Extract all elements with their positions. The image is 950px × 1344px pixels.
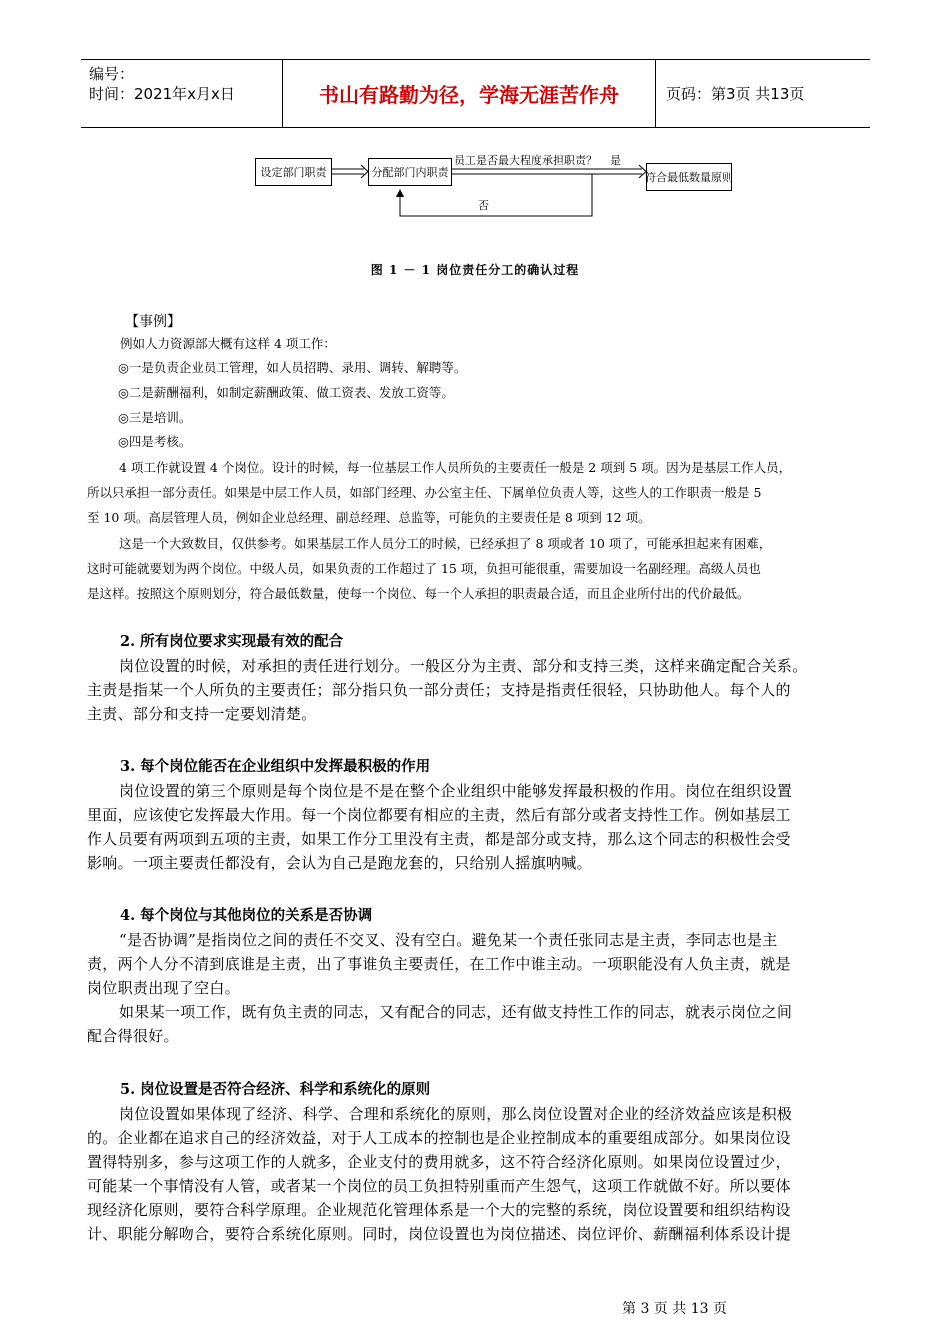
body-line: 影响。一项主要责任都没有，会认为自己是跑龙套的，只给别人摇旗呐喊。 bbox=[87, 854, 592, 872]
body-line: 里面，应该使它发挥最大作用。每一个岗位都要有相应的主责，然后有部分或者支持性工作。例如基层工 bbox=[87, 806, 791, 824]
body-line: 主责、部分和支持一定要划清楚。 bbox=[87, 705, 317, 723]
body-line: 作人员要有两项到五项的主责，如果工作分工里没有主责，都是部分或支持，那么这个同志的积极性会受 bbox=[87, 830, 791, 848]
time-label: 时间：2021年x月x日 bbox=[89, 85, 235, 103]
example-line: ◎二是薪酬福利，如制定薪酬政策、做工资表、发放工资等。 bbox=[118, 385, 454, 400]
body-line: 岗位设置的第三个原则是每个岗位是不是在整个企业组织中能够发挥最积极的作用。岗位在组织设置 bbox=[119, 782, 793, 800]
section-title: 2. 所有岗位要求实现最有效的配合 bbox=[120, 633, 344, 650]
body-line: 的。企业都在追求自己的经济效益，对于人工成本的控制也是企业控制成本的重要组成部分。如果岗位设 bbox=[87, 1129, 791, 1147]
flow-box-min-quantity: 符合最低数量原则 bbox=[646, 163, 732, 191]
body-line: 岗位设置的时候，对承担的责任进行划分。一般区分为主责、部分和支持三类，这样来确定配合关系。 bbox=[119, 657, 808, 675]
example-line: ◎三是培训。 bbox=[118, 410, 192, 425]
section-body bbox=[87, 779, 865, 875]
flow-question-label: 员工是否最大程度承担职责？ bbox=[454, 154, 597, 167]
body-line: 如果某一项工作，既有负主责的同志，又有配合的同志，还有做支持性工作的同志，就表示岗位之间 bbox=[119, 1003, 793, 1021]
header-motto: 书山有路勤为径，学海无涯苦作舟 bbox=[283, 60, 656, 127]
body-line: 岗位设置如果体现了经济、科学、合理和系统化的原则，那么岗位设置对企业的经济效益应该是积极 bbox=[119, 1105, 793, 1123]
body-line: 计、职能分解吻合，要符合系统化原则。同时，岗位设置也为岗位描述、岗位评价、薪酬福利体系设计提 bbox=[87, 1225, 791, 1243]
body-line: 责，两个人分不清到底谁是主责，出了事谁负主要责任，在工作中谁主动。一项职能没有人负主责，就是 bbox=[87, 955, 791, 973]
body-line: 可能某一个事情没有人管，或者某一个岗位的员工负担特别重而产生怨气，这项工作就做不好。所以要体 bbox=[87, 1177, 791, 1195]
example-paragraph-line: 这是一个大致数目，仅供参考。如果基层工作人员分工的时候，已经承担了 8 项或者 10 项了，可能承担起来有困难， bbox=[119, 536, 772, 551]
header-page-info: 页码：第3页 共13页 bbox=[666, 85, 805, 103]
page-footer: 第 3 页 共 13 页 bbox=[622, 1301, 727, 1317]
figure-caption: 图 1 － 1 岗位责任分工的确认过程 bbox=[370, 263, 580, 277]
body-line: 主责是指某一个人所负的主要责任；部分指只负一部分责任；支持是指责任很轻，只协助他人。每个人的 bbox=[87, 681, 791, 699]
section-body bbox=[87, 1102, 865, 1246]
example-line: ◎一是负责企业员工管理，如人员招聘、录用、调转、解聘等。 bbox=[118, 360, 467, 375]
section-title: 4. 每个岗位与其他岗位的关系是否协调 bbox=[120, 907, 373, 924]
body-line: “是否协调”是指岗位之间的责任不交叉、没有空白。避免某一个责任张同志是主责，李同志也是主 bbox=[119, 931, 778, 949]
section-title: 5. 岗位设置是否符合经济、科学和系统化的原则 bbox=[120, 1081, 431, 1098]
body-line: 配合得很好。 bbox=[87, 1027, 179, 1045]
flow-box-set-dept-duties: 设定部门职责 bbox=[255, 158, 332, 186]
example-paragraph-line: 至 10 项。高层管理人员，例如企业总经理、副总经理、总监等，可能负的主要责任是 8 项到 12 项。 bbox=[87, 510, 651, 525]
example-paragraph-line: 是这样。按照这个原则划分，符合最低数量，使每一个岗位、每一个人承担的职责最合适，而且企业所付出的代价最低。 bbox=[87, 586, 750, 601]
header-table bbox=[81, 59, 870, 128]
example-line: ◎四是考核。 bbox=[118, 434, 192, 449]
flow-yes-label: 是 bbox=[610, 154, 621, 167]
section-body bbox=[87, 654, 865, 726]
flow-no-label: 否 bbox=[478, 199, 489, 212]
example-paragraph-line: 所以只承担一部分责任。如果是中层工作人员，如部门经理、办公室主任、下属单位负责人等，这些人的工作职责一般是 5 bbox=[87, 485, 762, 500]
flow-box-assign-duties: 分配部门内职责 bbox=[368, 158, 452, 186]
section-title: 3. 每个岗位能否在企业组织中发挥最积极的作用 bbox=[120, 758, 431, 775]
example-paragraph-line: 4 项工作就设置 4 个岗位。设计的时候，每一位基层工作人员所负的主要责任一般是 2 项到 5 项。因为是基层工作人员， bbox=[119, 460, 792, 475]
section-body bbox=[87, 928, 865, 1048]
body-line: 置得特别多，参与这项工作的人就多，企业支付的费用就多，这不符合经济化原则。如果岗位设置过少， bbox=[87, 1153, 791, 1171]
example-line: 例如人力资源部大概有这样 4 项工作： bbox=[120, 336, 336, 351]
body-line: 现经济化原则，要符合科学原理。企业规范化管理体系是一个大的完整的系统，岗位设置要和组织结构设 bbox=[87, 1201, 791, 1219]
header-left-cell bbox=[81, 60, 283, 127]
number-label: 编号： bbox=[89, 65, 135, 83]
example-paragraph-line: 这时可能就要划为两个岗位。中级人员，如果负责的工作超过了 15 项，负担可能很重，需要加设一名副经理。高级人员也 bbox=[87, 561, 761, 576]
example-title: 【事例】 bbox=[125, 314, 181, 330]
body-line: 岗位职责出现了空白。 bbox=[87, 979, 241, 997]
flowchart bbox=[250, 150, 740, 225]
